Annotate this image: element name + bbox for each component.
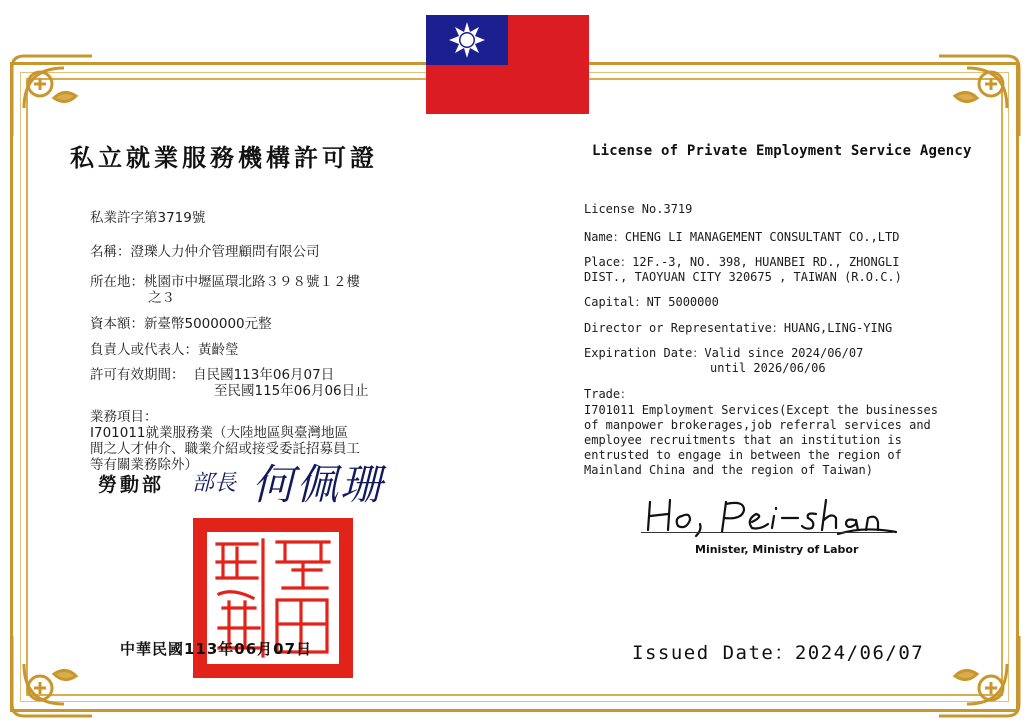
en-expiration-line1: Expiration Date：Valid since 2024/06/07: [584, 346, 864, 360]
zh-representative-value: 黃齡瑩: [198, 342, 239, 358]
en-expiration-line2: until 2026/06/06: [710, 361, 826, 375]
issued-date-zh: 中華民國113年06月07日: [120, 640, 313, 658]
minister-title-zh: 部長: [192, 471, 237, 496]
certificate-title-en: License of Private Employment Service Agency: [592, 143, 972, 159]
en-trade-line5: Mainland China and the region of Taiwan): [584, 463, 873, 477]
zh-name-value: 澄瓅人力仲介管理顧問有限公司: [130, 244, 320, 260]
signature-line: [641, 532, 893, 533]
zh-validity-from: 自民國113年06月07日: [193, 367, 335, 383]
zh-business-line1: I701011就業服務業（大陸地區與臺灣地區: [90, 425, 349, 441]
minister-caption: Minister, Ministry of Labor: [695, 543, 859, 556]
roc-flag-icon: [426, 15, 589, 114]
zh-capital-label: 資本額：: [90, 316, 144, 332]
zh-business-label: 業務項目：: [90, 409, 158, 425]
en-place-line2: DIST., TAOYUAN CITY 320675 , TAIWAN (R.O.C.): [584, 270, 902, 284]
zh-capital-row: [90, 316, 272, 332]
corner-ornament-icon: [931, 48, 1027, 144]
zh-business-line2: 間之人才仲介、職業介紹或接受委託招募員工: [90, 441, 360, 457]
corner-ornament-icon: [4, 48, 100, 144]
zh-validity-to: 至民國115年06月06日止: [214, 383, 369, 399]
zh-name-label: 名稱：: [90, 244, 131, 260]
zh-representative-label: 負責人或代表人：: [90, 342, 198, 358]
en-trade-line1: I701011 Employment Services(Except the businesses: [584, 403, 939, 417]
en-name: Name：CHENG LI MANAGEMENT CONSULTANT CO.,LTD: [584, 230, 900, 244]
zh-address-label: 所在地：: [90, 274, 144, 290]
en-trade-line2: of manpower brokerages,job referral services and: [584, 418, 931, 432]
ministry-name-zh: 勞動部: [98, 474, 165, 496]
zh-license-number: 私業許字第3719號: [90, 210, 206, 226]
zh-address-row: [90, 274, 360, 290]
issued-date-en: Issued Date：2024/06/07: [632, 642, 925, 664]
corner-ornament-icon: [931, 628, 1027, 724]
zh-address-line1: 桃園市中壢區環北路３９８號１２樓: [144, 274, 360, 290]
en-capital: Capital：NT 5000000: [584, 295, 719, 309]
en-place-line1: Place：12F.-3, NO. 398, HUANBEI RD., ZHONGLI: [584, 255, 900, 269]
en-director: Director or Representative：HUANG,LING-YING: [584, 321, 893, 335]
zh-representative-row: [90, 342, 239, 358]
zh-capital-value: 新臺幣5000000元整: [144, 316, 272, 332]
en-trade-label: Trade：: [584, 387, 633, 401]
en-trade-line4: entrusted to engage in between the region of: [584, 448, 902, 462]
zh-name-row: [90, 244, 320, 260]
en-license-number: License No.3719: [584, 202, 693, 216]
minister-signature-zh: 何佩珊: [252, 460, 385, 509]
zh-address-line2: 之３: [148, 290, 175, 306]
zh-validity-label: 許可有效期間：: [90, 367, 185, 383]
corner-ornament-icon: [4, 628, 100, 724]
zh-validity-row: [90, 367, 334, 383]
en-trade-line3: employee recruitments that an institution is: [584, 433, 902, 447]
zh-business-line3: 等有關業務除外）: [90, 457, 198, 473]
certificate-title-zh: 私立就業服務機構許可證: [70, 144, 378, 172]
